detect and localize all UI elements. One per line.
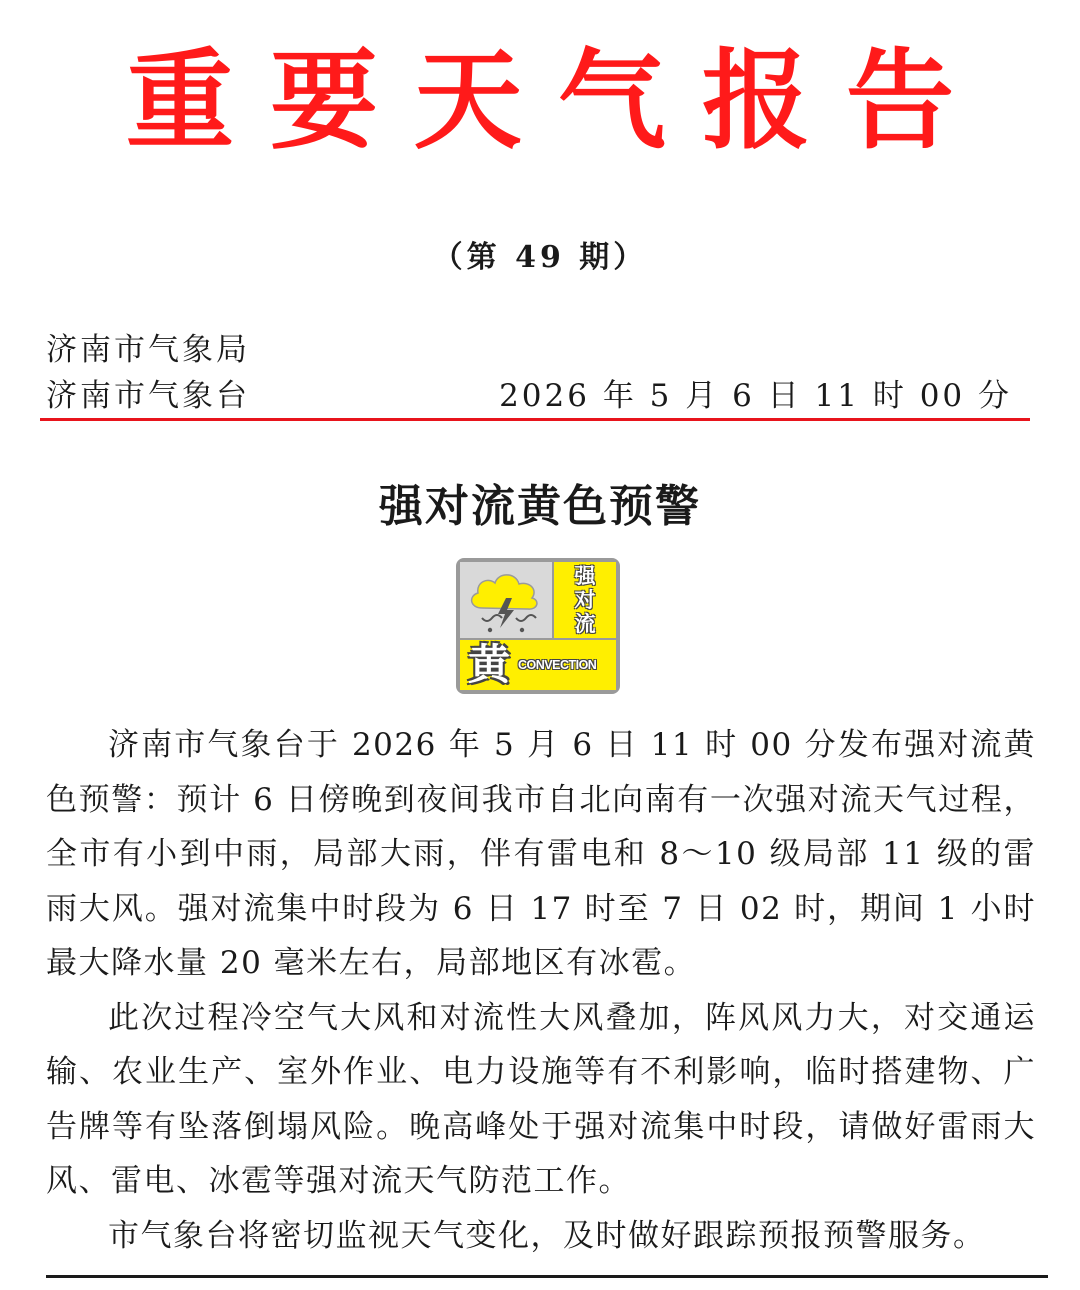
document-title: 强对流黄色预警: [379, 481, 701, 532]
signal-level-char: 黄: [467, 640, 510, 689]
signal-type-char: 强: [574, 564, 596, 588]
body-paragraph: 市气象台将密切监视天气变化，及时做好跟踪预报预警服务。: [108, 1217, 986, 1254]
header-divider: [40, 418, 1030, 421]
signal-english-label: CONVECTION: [518, 658, 597, 672]
issuer-observatory: 济南市气象台: [46, 378, 250, 414]
convection-yellow-warning-icon: [456, 558, 620, 694]
signal-type-char: 对: [574, 588, 596, 612]
signal-type-label: [554, 562, 616, 638]
signal-type-char: 流: [574, 612, 596, 636]
signal-level-bar: [460, 640, 616, 690]
footer-divider: [46, 1275, 1048, 1278]
masthead-title: 重要天气报告: [125, 38, 990, 164]
body-paragraph: 此次过程冷空气大风和对流性大风叠加，阵风风力大，对交通运输、农业生产、室外作业、电力设施等有不利影响，临时搭建物、广告牌等有坠落倒塌风险。晚高峰处于强对流集中时段，请做好雷雨大风、雷电、冰雹等强对流天气防范工作。: [46, 999, 1036, 1199]
thunderstorm-cloud-icon: [460, 562, 552, 638]
issue-number: （第 49 期）: [432, 240, 648, 275]
issue-datetime: 2026 年 5 月 6 日 11 时 00 分: [499, 378, 1012, 414]
body-paragraph: 济南市气象台于 2026 年 5 月 6 日 11 时 00 分发布强对流黄色预警：预计 6 日傍晚到夜间我市自北向南有一次强对流天气过程，全市有小到中雨，局部大雨，伴有雷电和 8～10 级局部 11 级的雷雨大风。强对流集中时段为 6 日 17 时至 7 日 02 时，期间 1 小时最大降水量 20 毫米左右，局部地区有冰雹。: [46, 727, 1036, 981]
warning-body: [46, 718, 1036, 1263]
issuer-bureau: 济南市气象局: [46, 332, 250, 368]
